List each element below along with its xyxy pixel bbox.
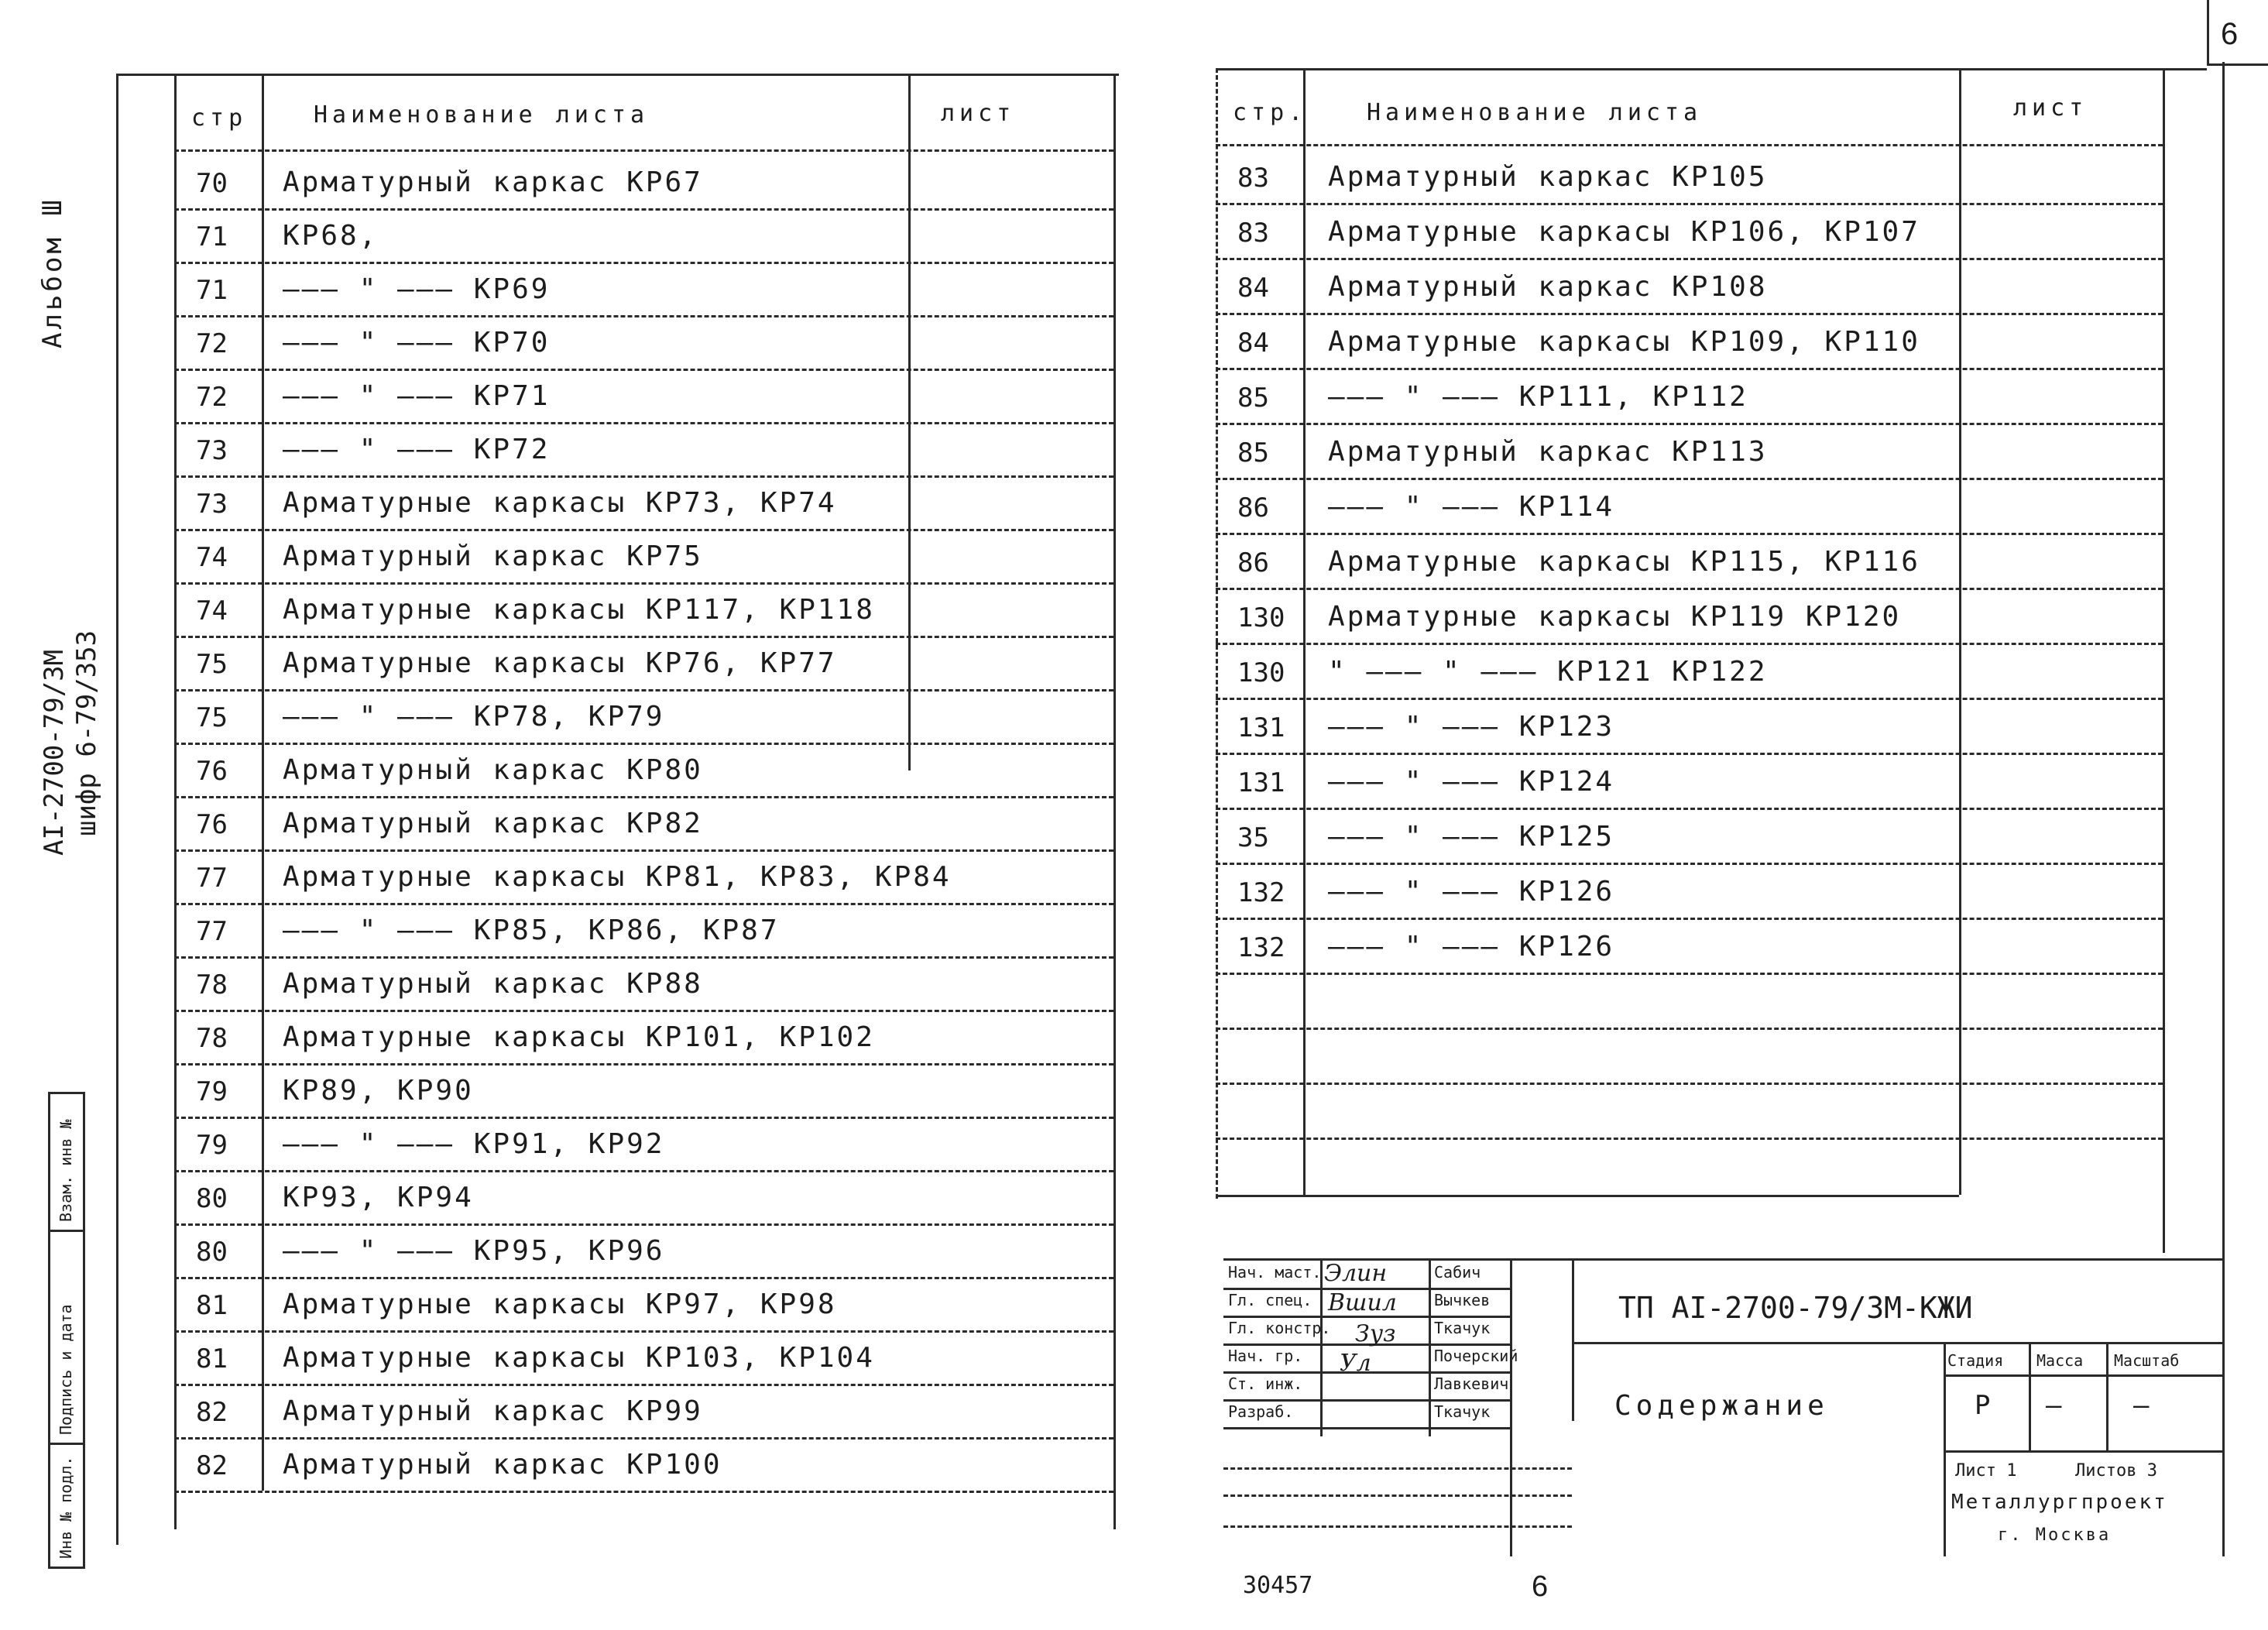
row-sheet-name: ——— " ——— КР72	[283, 434, 551, 465]
left-table-border-right	[1113, 74, 1116, 1529]
row-sheet-name: Арматурные каркасы КР97, КР98	[283, 1289, 837, 1320]
row-page-number: 84	[1237, 273, 1269, 304]
left-contents-table	[174, 74, 1115, 1529]
table-row	[174, 800, 1113, 854]
row-page-number: 77	[196, 916, 228, 947]
row-sheet-name: ——— " ——— КР123	[1328, 711, 1615, 743]
row-divider	[1216, 258, 2163, 260]
row-page-number: 130	[1237, 602, 1285, 633]
row-sheet-name: КР89, КР90	[283, 1075, 474, 1107]
row-sheet-name: Арматурный каркас КР80	[283, 754, 703, 786]
series-label: АI-2700-79/3М	[39, 649, 70, 856]
row-page-number: 75	[196, 702, 228, 733]
row-divider	[174, 1491, 1113, 1493]
row-page-number: 72	[196, 382, 228, 413]
sheet-count: Листов 3	[2075, 1461, 2157, 1481]
row-page-number: 86	[1237, 492, 1269, 523]
row-divider	[174, 529, 1113, 531]
row-page-number: 86	[1237, 547, 1269, 578]
roles-col-divider	[1510, 1258, 1512, 1556]
table-row	[1216, 153, 2163, 208]
side-stamp-replace-inv: Взам. инв №	[57, 1119, 75, 1222]
left-header-underline	[174, 149, 1113, 152]
row-divider	[174, 315, 1113, 317]
table-row	[174, 1441, 1113, 1495]
row-sheet-name: Арматурный каркас КР88	[283, 968, 703, 1000]
right-table-bottom-border	[1216, 1195, 1959, 1197]
row-sheet-name: КР93, КР94	[283, 1182, 474, 1213]
stamp-role: Гл. спец.	[1228, 1291, 1312, 1309]
row-divider	[174, 1330, 1113, 1333]
organization: Металлургпроект	[1951, 1491, 2168, 1514]
empty-row-divider	[1216, 1083, 2163, 1085]
table-row	[1216, 428, 2163, 482]
table-row	[174, 212, 1113, 266]
row-divider	[174, 208, 1113, 211]
row-divider	[174, 1010, 1113, 1012]
row-page-number: 131	[1237, 767, 1285, 798]
stamp-signer: Вычкев	[1434, 1291, 1491, 1309]
table-row	[174, 1174, 1113, 1228]
row-page-number: 79	[196, 1076, 228, 1107]
table-row	[174, 266, 1113, 320]
row-page-number: 78	[196, 1023, 228, 1054]
right-contents-table	[1216, 68, 2164, 1199]
row-divider	[174, 956, 1113, 959]
table-row	[174, 960, 1113, 1014]
row-sheet-name: ——— " ——— КР126	[1328, 931, 1615, 963]
row-page-number: 74	[196, 595, 228, 626]
row-page-number: 82	[196, 1450, 228, 1481]
row-page-number: 84	[1237, 328, 1269, 359]
row-divider	[174, 1223, 1113, 1226]
page-number-top: 6	[2221, 17, 2239, 51]
row-divider	[174, 422, 1113, 424]
table-row	[174, 693, 1113, 747]
table-row	[1216, 868, 2163, 922]
table-row	[174, 907, 1113, 961]
row-sheet-name: Арматурный каркас КР99	[283, 1395, 703, 1427]
table-row	[174, 533, 1113, 587]
row-divider	[174, 743, 1113, 745]
row-sheet-name: ——— " ——— КР126	[1328, 876, 1615, 908]
empty-row-divider	[1216, 1138, 2163, 1140]
table-row	[1216, 758, 2163, 812]
stamp-signer: Ткачук	[1434, 1319, 1491, 1337]
row-page-number: 130	[1237, 657, 1285, 688]
scale-value: –	[2133, 1390, 2150, 1421]
stamp-signer: Почерский	[1434, 1347, 1518, 1365]
empty-row-divider	[1216, 1028, 2163, 1030]
row-divider	[174, 262, 1113, 264]
row-sheet-name: " ——— " ——— КР121 КР122	[1328, 656, 1768, 688]
row-page-number: 80	[196, 1183, 228, 1214]
table-row	[174, 640, 1113, 694]
row-divider	[1216, 423, 2163, 425]
row-divider	[1216, 588, 2163, 590]
table-row	[1216, 208, 2163, 263]
row-sheet-name: Арматурный каркас КР113	[1328, 436, 1768, 468]
left-header-name: Наименование листа	[314, 101, 650, 129]
row-page-number: 81	[196, 1290, 228, 1321]
row-divider	[1216, 368, 2163, 370]
signature-mark: Зуз	[1355, 1320, 1396, 1347]
row-sheet-name: ——— " ——— КР95, КР96	[283, 1235, 665, 1267]
table-row	[1216, 318, 2163, 372]
row-divider	[174, 1170, 1113, 1172]
row-page-number: 81	[196, 1343, 228, 1374]
row-divider	[174, 796, 1113, 798]
table-row	[174, 372, 1113, 427]
roles-row-line	[1223, 1525, 1572, 1528]
row-page-number: 70	[196, 168, 228, 199]
left-table-top-border	[120, 74, 1119, 76]
stage-label: Стадия	[1947, 1351, 2004, 1370]
row-page-number: 85	[1237, 438, 1269, 468]
title-block-border-right	[2222, 62, 2225, 1556]
signature-mark: Элин	[1324, 1260, 1388, 1287]
stamp-signer: Сабич	[1434, 1263, 1481, 1282]
row-divider	[1216, 698, 2163, 700]
row-page-number: 80	[196, 1237, 228, 1268]
row-sheet-name: ——— " ——— КР78, КР79	[283, 701, 665, 733]
table-row	[174, 1388, 1113, 1442]
row-page-number: 131	[1237, 712, 1285, 743]
table-row	[174, 586, 1113, 640]
row-divider	[174, 903, 1113, 905]
table-row	[1216, 923, 2163, 977]
row-divider	[1216, 643, 2163, 645]
row-page-number: 72	[196, 328, 228, 359]
row-divider	[174, 1437, 1113, 1440]
table-row	[174, 1281, 1113, 1335]
row-divider	[174, 689, 1113, 691]
row-sheet-name: Арматурные каркасы КР109, КР110	[1328, 326, 1920, 358]
row-page-number: 73	[196, 489, 228, 520]
roles-row-line	[1223, 1467, 1572, 1470]
row-sheet-name: Арматурный каркас КР82	[283, 808, 703, 839]
row-page-number: 71	[196, 221, 228, 252]
page-corner-border	[2207, 0, 2209, 63]
row-page-number: 74	[196, 542, 228, 573]
table-row	[1216, 593, 2163, 647]
stamp-row-line	[1223, 1427, 1510, 1429]
right-header-page: стр.	[1233, 99, 1308, 126]
table-row	[174, 479, 1113, 534]
row-sheet-name: ——— " ——— КР70	[283, 327, 551, 359]
table-row	[1216, 483, 2163, 537]
side-stamp-signature-date: Подпись и дата	[57, 1304, 75, 1435]
row-page-number: 132	[1237, 932, 1285, 963]
album-label: Альбом Ш	[37, 197, 68, 348]
stamp-role: Разраб.	[1228, 1402, 1294, 1421]
table-row	[174, 159, 1113, 213]
row-page-number: 76	[196, 756, 228, 787]
left-header-page: стр	[191, 105, 248, 132]
row-sheet-name: ——— " ——— КР111, КР112	[1328, 381, 1748, 413]
stage-divider	[2029, 1342, 2031, 1450]
right-header-underline	[1216, 144, 2163, 146]
title-block-divider	[1572, 1342, 2222, 1344]
row-page-number: 83	[1237, 218, 1269, 249]
document-code: ТП АI-2700-79/3М-КЖИ	[1618, 1291, 1973, 1325]
row-divider	[1216, 918, 2163, 920]
row-sheet-name: Арматурный каркас КР75	[283, 540, 703, 572]
side-stamp-divider	[50, 1443, 83, 1445]
title-block	[1223, 1258, 2222, 1556]
title-block-divider	[1944, 1450, 2222, 1453]
table-row	[1216, 703, 2163, 757]
row-sheet-name: ——— " ——— КР71	[283, 380, 551, 412]
page-corner-underline	[2207, 63, 2268, 66]
stage-value: Р	[1975, 1390, 1991, 1421]
row-sheet-name: Арматурные каркасы КР115, КР116	[1328, 546, 1920, 578]
stamp-signer: Лавкевич	[1434, 1374, 1509, 1393]
mass-value: –	[2046, 1390, 2062, 1421]
row-sheet-name: Арматурные каркасы КР101, КР102	[283, 1021, 875, 1053]
right-table-top-border	[1216, 68, 2207, 70]
row-sheet-name: Арматурный каркас КР108	[1328, 271, 1768, 303]
signature-mark: Ул	[1340, 1350, 1371, 1377]
cipher-label: шифр 6-79/353	[71, 630, 102, 836]
side-stamp-original-inv: Инв № подл.	[57, 1456, 75, 1559]
row-sheet-name: КР68,	[283, 220, 379, 252]
page-number-bottom: 6	[1532, 1570, 1549, 1603]
side-stamp	[48, 1092, 85, 1569]
table-row	[1216, 813, 2163, 867]
stamp-row-line	[1223, 1399, 1510, 1402]
row-sheet-name: Арматурный каркас КР67	[283, 166, 703, 198]
row-divider	[1216, 478, 2163, 480]
row-page-number: 73	[196, 435, 228, 466]
row-divider	[174, 582, 1113, 585]
row-divider	[174, 849, 1113, 852]
row-divider	[1216, 973, 2163, 975]
row-sheet-name: ——— " ——— КР85, КР86, КР87	[283, 915, 780, 946]
row-divider	[174, 1063, 1113, 1066]
sheet-number: Лист 1	[1955, 1461, 2017, 1481]
city: г. Москва	[1998, 1525, 2112, 1545]
signature-mark: Вшил	[1328, 1289, 1397, 1316]
table-row	[174, 746, 1113, 801]
row-divider	[174, 369, 1113, 371]
title-block-divider	[1572, 1258, 1574, 1421]
document-title: Содержание	[1614, 1390, 1829, 1422]
right-header-name: Наименование листа	[1367, 99, 1703, 126]
row-sheet-name: Арматурные каркасы КР117, КР118	[283, 594, 875, 626]
row-sheet-name: ——— " ——— КР114	[1328, 491, 1615, 523]
table-row	[1216, 373, 2163, 427]
row-sheet-name: Арматурный каркас КР105	[1328, 161, 1768, 193]
row-sheet-name: Арматурные каркасы КР73, КР74	[283, 487, 837, 519]
row-sheet-name: ——— " ——— КР125	[1328, 821, 1615, 853]
row-sheet-name: Арматурные каркасы КР103, КР104	[283, 1342, 875, 1374]
mass-label: Масса	[2036, 1351, 2084, 1370]
row-page-number: 76	[196, 809, 228, 840]
row-page-number: 71	[196, 275, 228, 306]
table-row	[174, 319, 1113, 373]
row-page-number: 77	[196, 863, 228, 894]
row-divider	[174, 1277, 1113, 1279]
left-header-sheet: лист	[941, 100, 1016, 127]
table-row	[1216, 538, 2163, 592]
row-page-number: 79	[196, 1130, 228, 1161]
row-sheet-name: Арматурный каркас КР100	[283, 1449, 722, 1481]
row-divider	[174, 1117, 1113, 1119]
row-divider	[174, 636, 1113, 638]
row-page-number: 85	[1237, 383, 1269, 414]
stage-divider	[2106, 1342, 2108, 1450]
stamp-signer: Ткачук	[1434, 1402, 1491, 1421]
stamp-role: Ст. инж.	[1228, 1374, 1303, 1393]
roles-row-line	[1223, 1494, 1572, 1497]
table-row	[174, 1334, 1113, 1388]
stamp-role: Нач. гр.	[1228, 1347, 1303, 1365]
row-sheet-name: Арматурные каркасы КР76, КР77	[283, 647, 837, 679]
row-sheet-name: ——— " ——— КР69	[283, 273, 551, 305]
table-row	[1216, 648, 2163, 702]
roles-col-divider	[1320, 1258, 1323, 1436]
row-sheet-name: Арматурные каркасы КР106, КР107	[1328, 216, 1920, 248]
table-row	[174, 426, 1113, 480]
table-row	[174, 1067, 1113, 1121]
row-divider	[1216, 753, 2163, 755]
stamp-role: Нач. маст.	[1228, 1263, 1322, 1282]
table-row	[174, 853, 1113, 908]
stage-divider	[1944, 1374, 2222, 1377]
row-divider	[1216, 203, 2163, 205]
row-sheet-name: ——— " ——— КР91, КР92	[283, 1128, 665, 1160]
table-row	[174, 1120, 1113, 1175]
row-page-number: 83	[1237, 163, 1269, 194]
row-page-number: 82	[196, 1397, 228, 1428]
roles-col-divider	[1429, 1258, 1431, 1436]
row-divider	[1216, 313, 2163, 315]
right-table-border-right	[2163, 68, 2165, 1253]
row-divider	[1216, 863, 2163, 865]
row-page-number: 35	[1237, 822, 1269, 853]
row-sheet-name: Арматурные каркасы КР119 КР120	[1328, 601, 1902, 633]
row-sheet-name: Арматурные каркасы КР81, КР83, КР84	[283, 861, 952, 893]
right-header-sheet: лист	[2013, 94, 2088, 122]
row-divider	[174, 1384, 1113, 1386]
side-stamp-divider	[50, 1230, 83, 1232]
row-page-number: 75	[196, 649, 228, 680]
scale-label: Масштаб	[2114, 1351, 2180, 1370]
row-page-number: 78	[196, 969, 228, 1000]
archive-number: 30457	[1243, 1572, 1313, 1599]
row-divider	[174, 475, 1113, 478]
table-row	[174, 1227, 1113, 1282]
stamp-role: Гл. констр.	[1228, 1319, 1331, 1337]
left-margin-line	[116, 74, 118, 1545]
row-sheet-name: ——— " ——— КР124	[1328, 766, 1615, 798]
table-row	[1216, 263, 2163, 317]
row-page-number: 132	[1237, 877, 1285, 908]
row-divider	[1216, 533, 2163, 535]
table-row	[174, 1014, 1113, 1068]
row-divider	[1216, 808, 2163, 810]
